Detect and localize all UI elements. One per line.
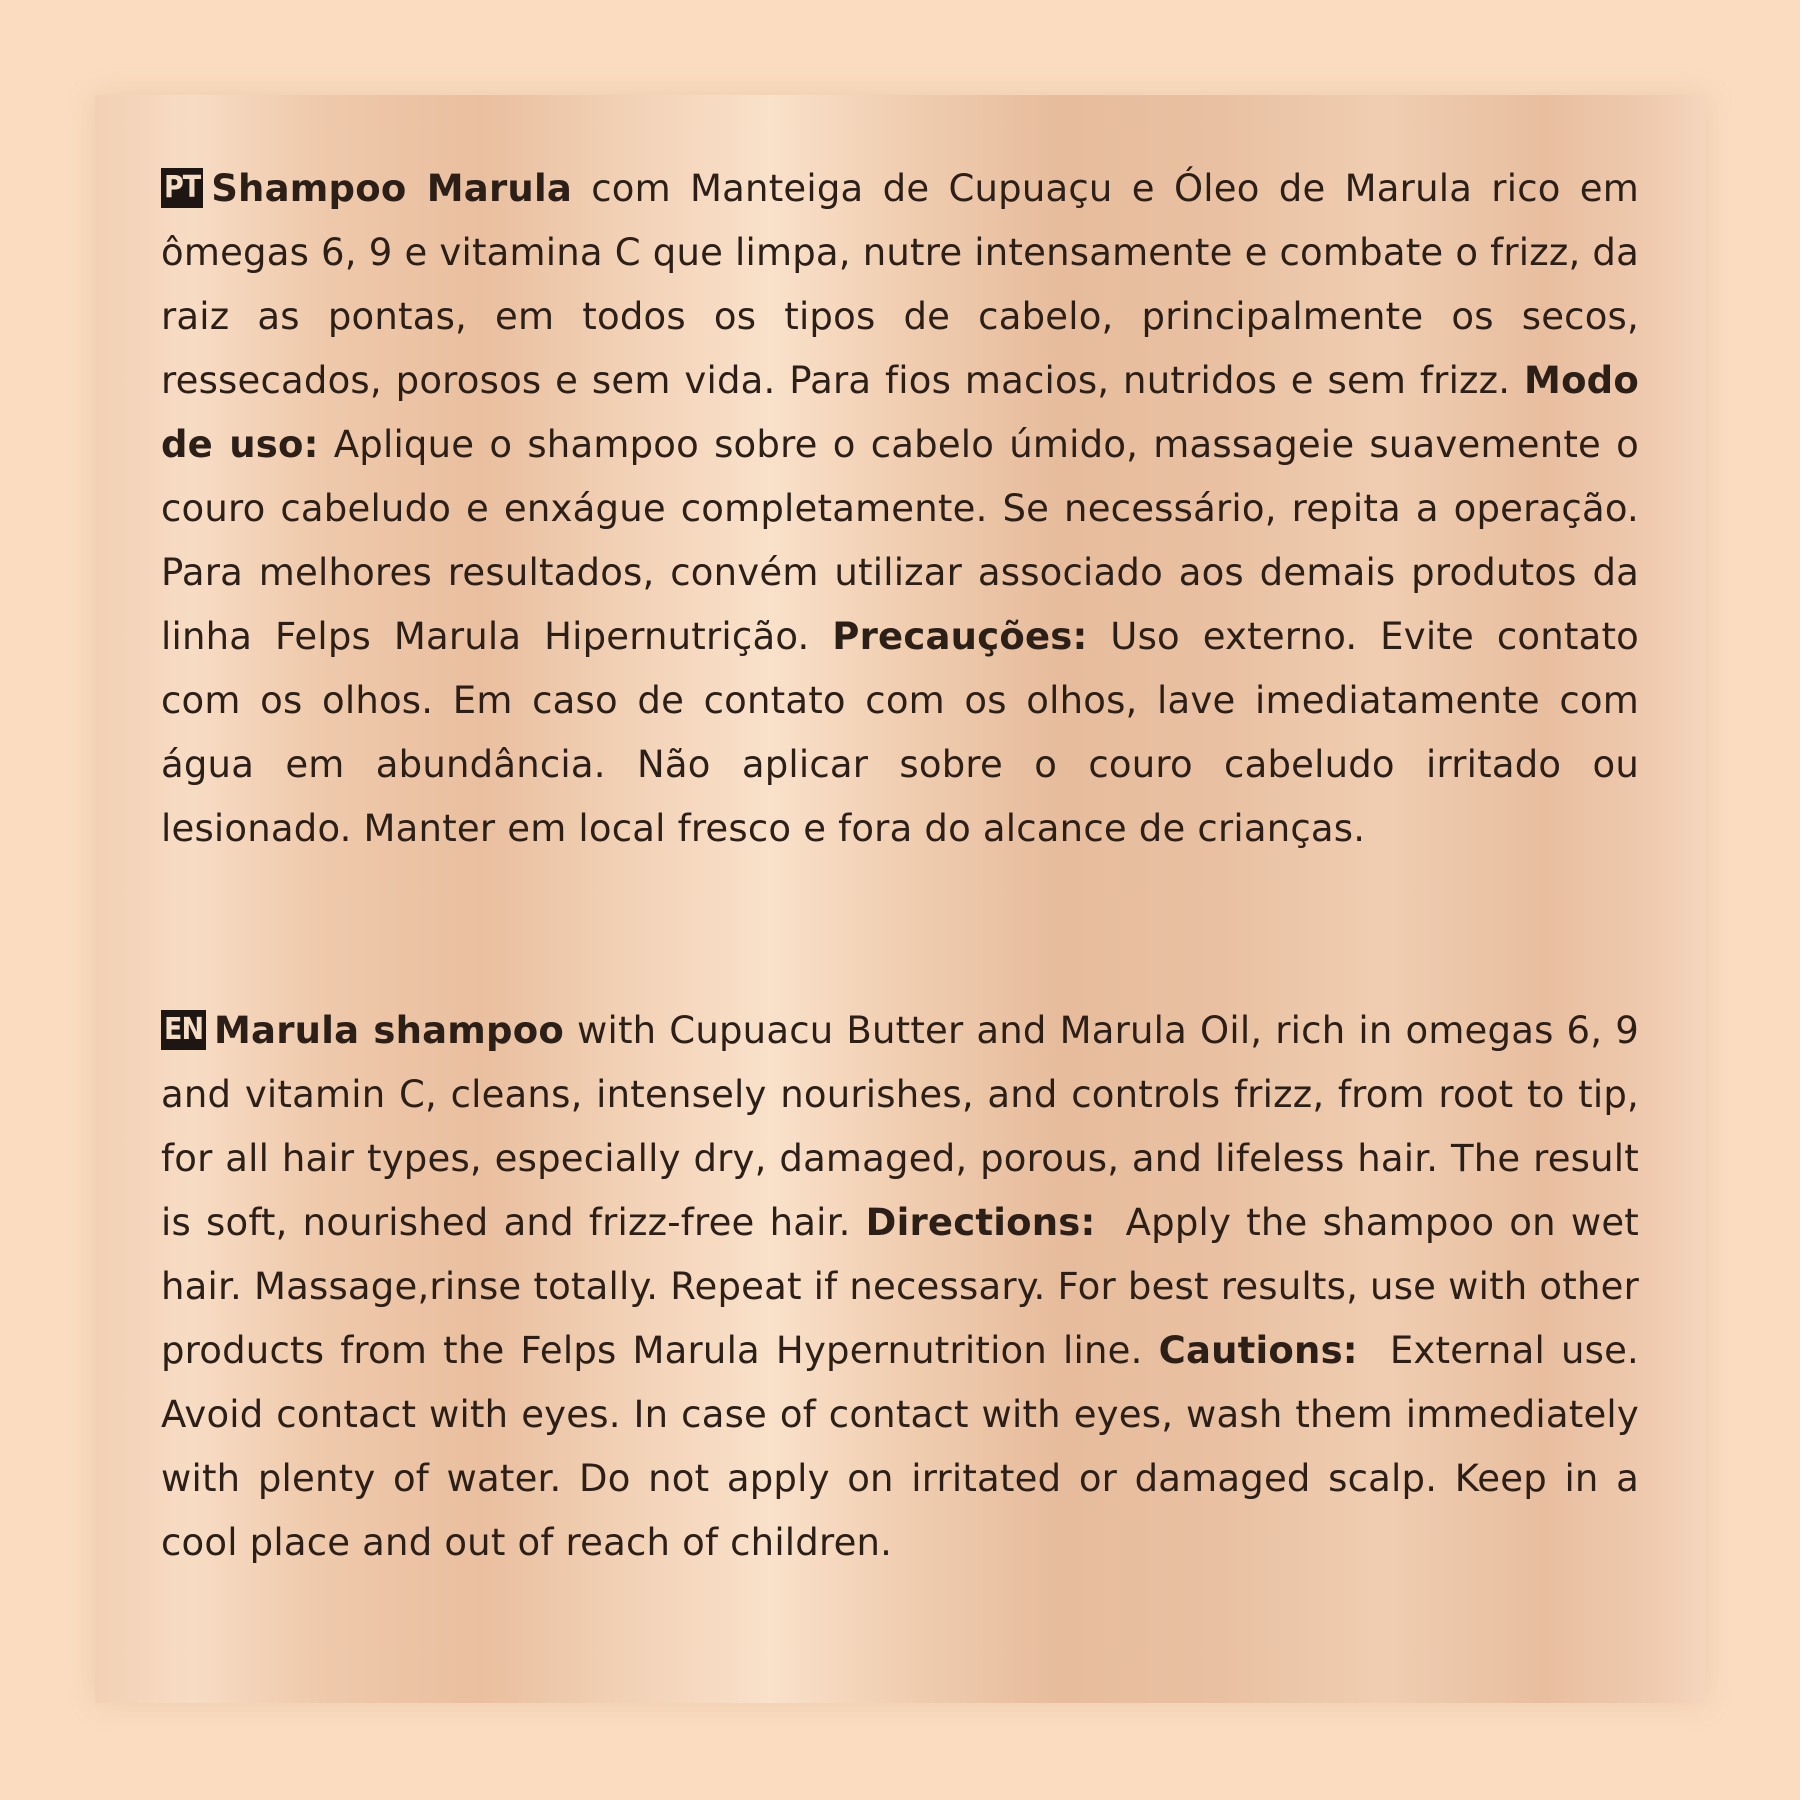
description-pt: com Manteiga de Cupuaçu e Óleo de Marula rico em ômegas 6, 9 e vitamina C que limpa, nutre intensamente e combate o frizz, da raiz as pontas, em todos os tipos de cabelo, principalmente os secos, ressecados, porosos e sem vida. Para fios macios, nutridos e sem frizz. [161,167,1639,402]
portuguese-label-text [161,157,1639,861]
cautions-text-pt: Uso externo. Evite contato com os olhos. Em caso de contato com os olhos, lave imediatamente com água em abundância. Não aplicar sobre o couro cabeludo irritado ou lesionado. Manter em local fresco e fora do alcance de crianças. [161,615,1639,850]
cautions-heading-pt: Precauções: [832,615,1088,658]
label-panel [95,95,1705,1703]
description-en: with Cupuacu Butter and Marula Oil, rich in omegas 6, 9 and vitamin C, cleans, intensely nourishes, and controls frizz, from root to tip, for all hair types, especially dry, damaged, porous, and lifeless hair. The result is soft, nourished and frizz-free hair. [161,1009,1640,1244]
language-badge-pt: PT [161,168,203,208]
directions-heading-en: Directions: [865,1201,1096,1244]
cautions-text-en: External use. Avoid contact with eyes. In case of contact with eyes, wash them immediately with plenty of water. Do not apply on irritated or damaged scalp. Keep in a cool place and out of reach of children. [161,1329,1651,1564]
product-name-pt: Shampoo Marula [211,167,572,210]
directions-text-pt: Aplique o shampoo sobre o cabelo úmido, massageie suavemente o couro cabeludo e enxágue completamente. Se necessário, repita a operação. Para melhores resultados, convém utilizar associado aos demais produtos da linha Felps Marula Hipernutrição. [161,423,1639,658]
english-label-text [161,999,1651,1575]
directions-text-en: Apply the shampoo on wet hair. Massage,rinse totally. Repeat if necessary. For best results, use with other products from the Felps Marula Hypernutrition line. [161,1201,1651,1372]
product-name-en: Marula shampoo [214,1009,564,1052]
directions-heading-pt: Modo de uso: [161,359,1639,466]
language-badge-en: EN [161,1010,206,1050]
cautions-heading-en: Cautions: [1158,1329,1358,1372]
